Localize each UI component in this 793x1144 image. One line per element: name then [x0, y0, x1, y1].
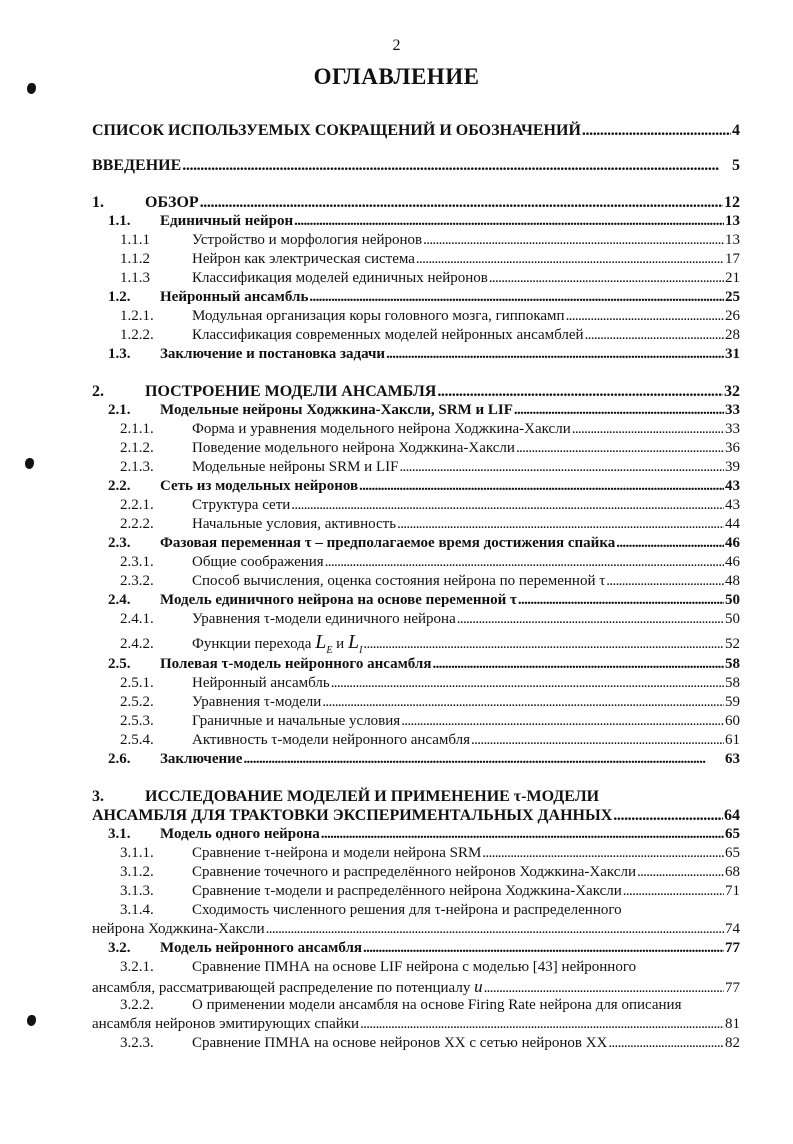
math-base: L [347, 631, 360, 653]
toc-entry-page: 46 [725, 535, 740, 551]
dot-leader [423, 231, 724, 250]
toc-entry[interactable] [92, 1034, 740, 1053]
toc-entry-number: 2.2.1. [120, 497, 154, 513]
toc-entry[interactable] [92, 825, 740, 844]
dot-leader [397, 515, 724, 534]
toc-entry[interactable] [92, 629, 740, 655]
toc-entry-number: 2. [92, 383, 104, 400]
toc-entry-label: Способ вычисления, оценка состояния нейрона по переменной τ [192, 573, 606, 589]
toc-entry-page: 21 [725, 270, 740, 286]
toc-entry-page: 64 [724, 807, 740, 824]
table-of-contents [92, 121, 740, 1053]
toc-entry[interactable] [92, 655, 740, 674]
toc-entry-label-continued: ансамбля нейронов эмитирующих спайки [92, 1016, 360, 1032]
toc-entry-label: Модульная организация коры головного мозга, гиппокамп [192, 308, 565, 324]
toc-entry-page: 61 [725, 732, 740, 748]
dot-leader [399, 458, 724, 477]
toc-entry-label: Заключение и постановка задачи [160, 346, 386, 362]
toc-entry-continuation[interactable] [92, 977, 740, 996]
toc-entry[interactable] [92, 307, 740, 326]
toc-entry-number: 2.2. [108, 478, 131, 494]
dot-leader [606, 572, 724, 591]
toc-entry-number: 3. [92, 788, 104, 805]
toc-entry-label: Модельные нейроны Ходжкина-Хаксли, SRM и LIF [160, 402, 513, 418]
toc-entry-number: 3.1.3. [120, 883, 154, 899]
toc-entry-label-continued: АНСАМБЛЯ ДЛЯ ТРАКТОВКИ ЭКСПЕРИМЕНТАЛЬНЫХ ДАННЫХ [92, 807, 613, 824]
scan-mark [27, 83, 36, 94]
toc-entry-page: 59 [725, 694, 740, 710]
toc-entry[interactable] [92, 844, 740, 863]
toc-entry[interactable] [92, 477, 740, 496]
toc-entry[interactable] [92, 553, 740, 572]
toc-entry[interactable] [92, 212, 740, 231]
toc-entry-page: 81 [725, 1016, 740, 1032]
toc-entry[interactable] [92, 901, 740, 920]
toc-entry[interactable] [92, 787, 740, 806]
toc-entry-label: Активность τ-модели нейронного ансамбля [192, 732, 471, 748]
toc-entry-number: 1.1. [108, 213, 131, 229]
toc-entry-label: Поведение модельного нейрона Ходжкина-Хаксли [192, 440, 515, 456]
toc-entry-label: СПИСОК ИСПОЛЬЗУЕМЫХ СОКРАЩЕНИЙ И ОБОЗНАЧЕНИЙ [92, 122, 581, 139]
dot-leader [331, 674, 724, 693]
dot-leader [309, 288, 724, 307]
toc-entry-number: 1.2.2. [120, 327, 154, 343]
dot-leader [572, 420, 724, 439]
toc-entry[interactable] [92, 534, 740, 553]
toc-entry[interactable] [92, 382, 740, 401]
toc-entry[interactable] [92, 439, 740, 458]
dot-leader [608, 1034, 724, 1053]
dot-leader [200, 193, 723, 212]
toc-entry-label: ВВЕДЕНИЕ [92, 157, 182, 174]
dot-leader [266, 920, 724, 939]
dot-leader [386, 345, 724, 364]
scan-mark [27, 1015, 36, 1026]
toc-entry-number: 2.4. [108, 592, 131, 608]
toc-entry-label: Общие соображения [192, 554, 324, 570]
page-number: 2 [392, 37, 401, 54]
math-subscript: I [359, 645, 363, 656]
toc-entry-page: 28 [725, 327, 740, 343]
toc-entry[interactable] [92, 882, 740, 901]
dot-leader [321, 825, 724, 844]
toc-entry-number: 2.1.2. [120, 440, 154, 456]
toc-entry-number: 2.1.1. [120, 421, 154, 437]
toc-entry-number: 3.1.1. [120, 845, 154, 861]
toc-entry[interactable] [92, 121, 740, 140]
toc-entry-label: Сравнение ПМНА на основе LIF нейрона с моделью [43] нейронного [192, 959, 637, 975]
toc-entry-label: Сравнение ПМНА на основе нейронов XX с сетью нейронов XX [192, 1035, 608, 1051]
dot-leader [616, 534, 724, 553]
toc-entry[interactable] [92, 326, 740, 345]
dot-leader [359, 477, 724, 496]
toc-entry-page: 33 [725, 421, 740, 437]
toc-entry[interactable] [92, 269, 740, 288]
dot-leader [416, 250, 724, 269]
toc-entry-number: 2.5.2. [120, 694, 154, 710]
toc-entry-number: 2.2.2. [120, 516, 154, 532]
toc-entry-label: Уравнения τ-модели [192, 694, 322, 710]
toc-entry-label: ИССЛЕДОВАНИЕ МОДЕЛЕЙ И ПРИМЕНЕНИЕ τ-МОДЕЛИ [145, 788, 600, 805]
toc-entry-number: 3.2.2. [120, 997, 154, 1013]
toc-entry[interactable] [92, 591, 740, 610]
toc-entry-page: 13 [725, 232, 740, 248]
toc-entry[interactable] [92, 731, 740, 750]
toc-entry-number: 1.2. [108, 289, 131, 305]
toc-entry-label: Граничные и начальные условия [192, 713, 401, 729]
toc-entry[interactable] [92, 750, 740, 769]
page-title: ОГЛАВЛЕНИЕ [313, 64, 480, 89]
dot-leader [182, 156, 731, 175]
toc-entry-label: ОБЗОР [145, 194, 199, 211]
toc-entry-number: 2.5.1. [120, 675, 154, 691]
toc-entry-label: Сравнение τ-модели и распределённого нейрона Ходжкина-Хаксли [192, 883, 622, 899]
dot-leader [291, 496, 724, 515]
toc-entry-page: 82 [725, 1035, 740, 1051]
dot-leader [471, 731, 724, 750]
dot-leader [437, 382, 723, 401]
toc-entry-label: Сходимость численного решения для τ-нейрона и распределенного [192, 902, 622, 918]
scan-mark [25, 458, 34, 469]
dot-leader [637, 863, 724, 882]
math-variable: u [474, 977, 483, 996]
toc-entry-continuation[interactable] [92, 1015, 740, 1034]
toc-entry-label: Модель нейронного ансамбля [160, 940, 362, 956]
toc-entry-page: 13 [725, 213, 740, 229]
toc-entry[interactable] [92, 420, 740, 439]
toc-entry-label-continued: нейрона Ходжкина-Хаксли [92, 921, 265, 937]
toc-entry-label: Уравнения τ-модели единичного нейрона [192, 611, 456, 627]
toc-entry-label: О применении модели ансамбля на основе Firing Rate нейрона для описания [192, 997, 682, 1013]
toc-entry[interactable] [92, 693, 740, 712]
toc-entry-continuation[interactable] [92, 920, 740, 939]
toc-entry-continuation[interactable] [92, 806, 740, 825]
toc-entry[interactable] [92, 156, 740, 175]
toc-entry-page: 60 [725, 713, 740, 729]
toc-entry-number: 1. [92, 194, 104, 211]
dot-leader [518, 591, 724, 610]
toc-entry-number: 2.4.1. [120, 611, 154, 627]
dot-leader [401, 712, 724, 731]
toc-entry-label: Фазовая переменная τ – предполагаемое время достижения спайка [160, 535, 616, 551]
toc-entry-number: 2.1. [108, 402, 131, 418]
toc-entry-number: 3.1. [108, 826, 131, 842]
toc-entry-page: 44 [725, 516, 740, 532]
dot-leader [566, 307, 724, 326]
toc-entry-label: Сравнение точечного и распределённого нейронов Ходжкина-Хаксли [192, 864, 636, 880]
toc-entry-page: 17 [725, 251, 740, 267]
toc-entry-page: 71 [725, 883, 740, 899]
toc-entry-number: 2.6. [108, 751, 131, 767]
toc-entry-number: 1.3. [108, 346, 131, 362]
dot-leader [325, 553, 724, 572]
dot-leader [514, 401, 724, 420]
toc-entry-number: 1.2.1. [120, 308, 154, 324]
dot-leader [457, 610, 724, 629]
toc-entry[interactable] [92, 515, 740, 534]
toc-entry[interactable] [92, 193, 740, 212]
toc-entry-page: 25 [725, 289, 740, 305]
toc-entry-number: 3.1.4. [120, 902, 154, 918]
toc-entry[interactable] [92, 958, 740, 977]
dot-leader [482, 844, 724, 863]
toc-entry-page: 58 [725, 656, 740, 672]
toc-entry-page: 43 [725, 497, 740, 513]
toc-entry-page: 63 [725, 751, 740, 767]
toc-entry-label: Модельные нейроны SRM и LIF [192, 459, 399, 475]
toc-entry[interactable] [92, 674, 740, 693]
toc-entry-label: Нейронный ансамбль [192, 675, 330, 691]
dot-leader [516, 439, 724, 458]
toc-entry-page: 58 [725, 675, 740, 691]
toc-entry-page: 65 [725, 845, 740, 861]
dot-leader [363, 939, 724, 958]
toc-entry-number: 3.2.1. [120, 959, 154, 975]
toc-entry-number: 1.1.2 [120, 251, 150, 267]
toc-entry-page: 77 [725, 940, 740, 956]
toc-entry-label: Форма и уравнения модельного нейрона Ходжкина-Хаксли [192, 421, 571, 437]
toc-entry-page: 12 [724, 194, 740, 211]
dot-leader [582, 121, 731, 140]
toc-entry-label: Функции перехода [192, 636, 312, 652]
dot-leader [294, 212, 724, 231]
dot-leader [489, 269, 724, 288]
toc-entry-number: 2.5. [108, 656, 131, 672]
toc-entry-page: 77 [725, 980, 740, 996]
toc-entry-number: 3.1.2. [120, 864, 154, 880]
toc-entry[interactable] [92, 572, 740, 591]
toc-entry[interactable] [92, 939, 740, 958]
toc-entry-number: 2.5.4. [120, 732, 154, 748]
toc-entry-page: 5 [732, 157, 740, 174]
toc-entry-label: Устройство и морфология нейронов [192, 232, 423, 248]
toc-entry-number: 1.1.1 [120, 232, 150, 248]
dot-leader [322, 693, 724, 712]
toc-entry[interactable] [92, 250, 740, 269]
toc-entry[interactable] [92, 345, 740, 364]
toc-entry-number: 2.3.1. [120, 554, 154, 570]
toc-entry-number: 3.2. [108, 940, 131, 956]
dot-leader [432, 655, 724, 674]
toc-entry-label: Модель одного нейрона [160, 826, 320, 842]
toc-entry-label: Сравнение τ-нейрона и модели нейрона SRM [192, 845, 482, 861]
toc-entry[interactable] [92, 401, 740, 420]
toc-entry-page: 50 [725, 592, 740, 608]
dot-leader [360, 1015, 724, 1034]
toc-entry-page: 26 [725, 308, 740, 324]
toc-entry-label: Нейронный ансамбль [160, 289, 309, 305]
toc-entry-label: Начальные условия, активность [192, 516, 397, 532]
toc-entry-label: Единичный нейрон [160, 213, 294, 229]
toc-entry-page: 48 [725, 573, 740, 589]
toc-entry[interactable] [92, 288, 740, 307]
toc-entry-page: 65 [725, 826, 740, 842]
toc-entry-label: Классификация моделей единичных нейронов [192, 270, 488, 286]
toc-entry[interactable] [92, 610, 740, 629]
toc-entry-page: 46 [725, 554, 740, 570]
toc-entry-page: 52 [725, 636, 740, 652]
toc-entry[interactable] [92, 712, 740, 731]
toc-entry-label: Полевая τ-модель нейронного ансамбля [160, 656, 432, 672]
toc-entry[interactable] [92, 458, 740, 477]
toc-entry[interactable] [92, 996, 740, 1015]
dot-leader [363, 631, 724, 657]
toc-entry-page: 4 [732, 122, 740, 139]
dot-leader [613, 806, 723, 825]
toc-entry-page: 36 [725, 440, 740, 456]
toc-entry[interactable] [92, 863, 740, 882]
toc-entry-number: 1.1.3 [120, 270, 150, 286]
toc-entry-page: 39 [725, 459, 740, 475]
toc-entry-page: 31 [725, 346, 740, 362]
toc-entry-number: 3.2.3. [120, 1035, 154, 1051]
toc-entry-label: Модель единичного нейрона на основе переменной τ [160, 592, 517, 608]
toc-entry-number: 2.5.3. [120, 713, 154, 729]
math-base: L [315, 631, 327, 653]
dot-leader [585, 326, 724, 345]
toc-entry-label: Структура сети [192, 497, 291, 513]
toc-entry-page: 68 [725, 864, 740, 880]
toc-entry-number: 2.4.2. [120, 636, 154, 652]
toc-entry-page: 50 [725, 611, 740, 627]
toc-entry-number: 2.1.3. [120, 459, 154, 475]
toc-entry-label: Сеть из модельных нейронов [160, 478, 359, 494]
math-subscript: E [326, 645, 333, 656]
toc-entry-page: 74 [725, 921, 740, 937]
toc-entry-page: 33 [725, 402, 740, 418]
toc-entry-conjunction: и [336, 636, 345, 652]
toc-entry-number: 2.3.2. [120, 573, 154, 589]
toc-entry-page: 32 [724, 383, 740, 400]
toc-entry-label: Нейрон как электрическая система [192, 251, 415, 267]
dot-leader [243, 750, 724, 769]
toc-entry[interactable] [92, 496, 740, 515]
toc-entry-page: 43 [725, 478, 740, 494]
toc-entry-number: 2.3. [108, 535, 131, 551]
toc-entry-label: Заключение [160, 751, 243, 767]
toc-entry-label: Классификация современных моделей нейронных ансамблей [192, 327, 584, 343]
dot-leader [623, 882, 724, 901]
toc-entry[interactable] [92, 231, 740, 250]
toc-entry-label-continued: ансамбля, рассматривающей распределение по потенциалу [92, 980, 471, 996]
toc-entry-label: ПОСТРОЕНИЕ МОДЕЛИ АНСАМБЛЯ [145, 383, 437, 400]
